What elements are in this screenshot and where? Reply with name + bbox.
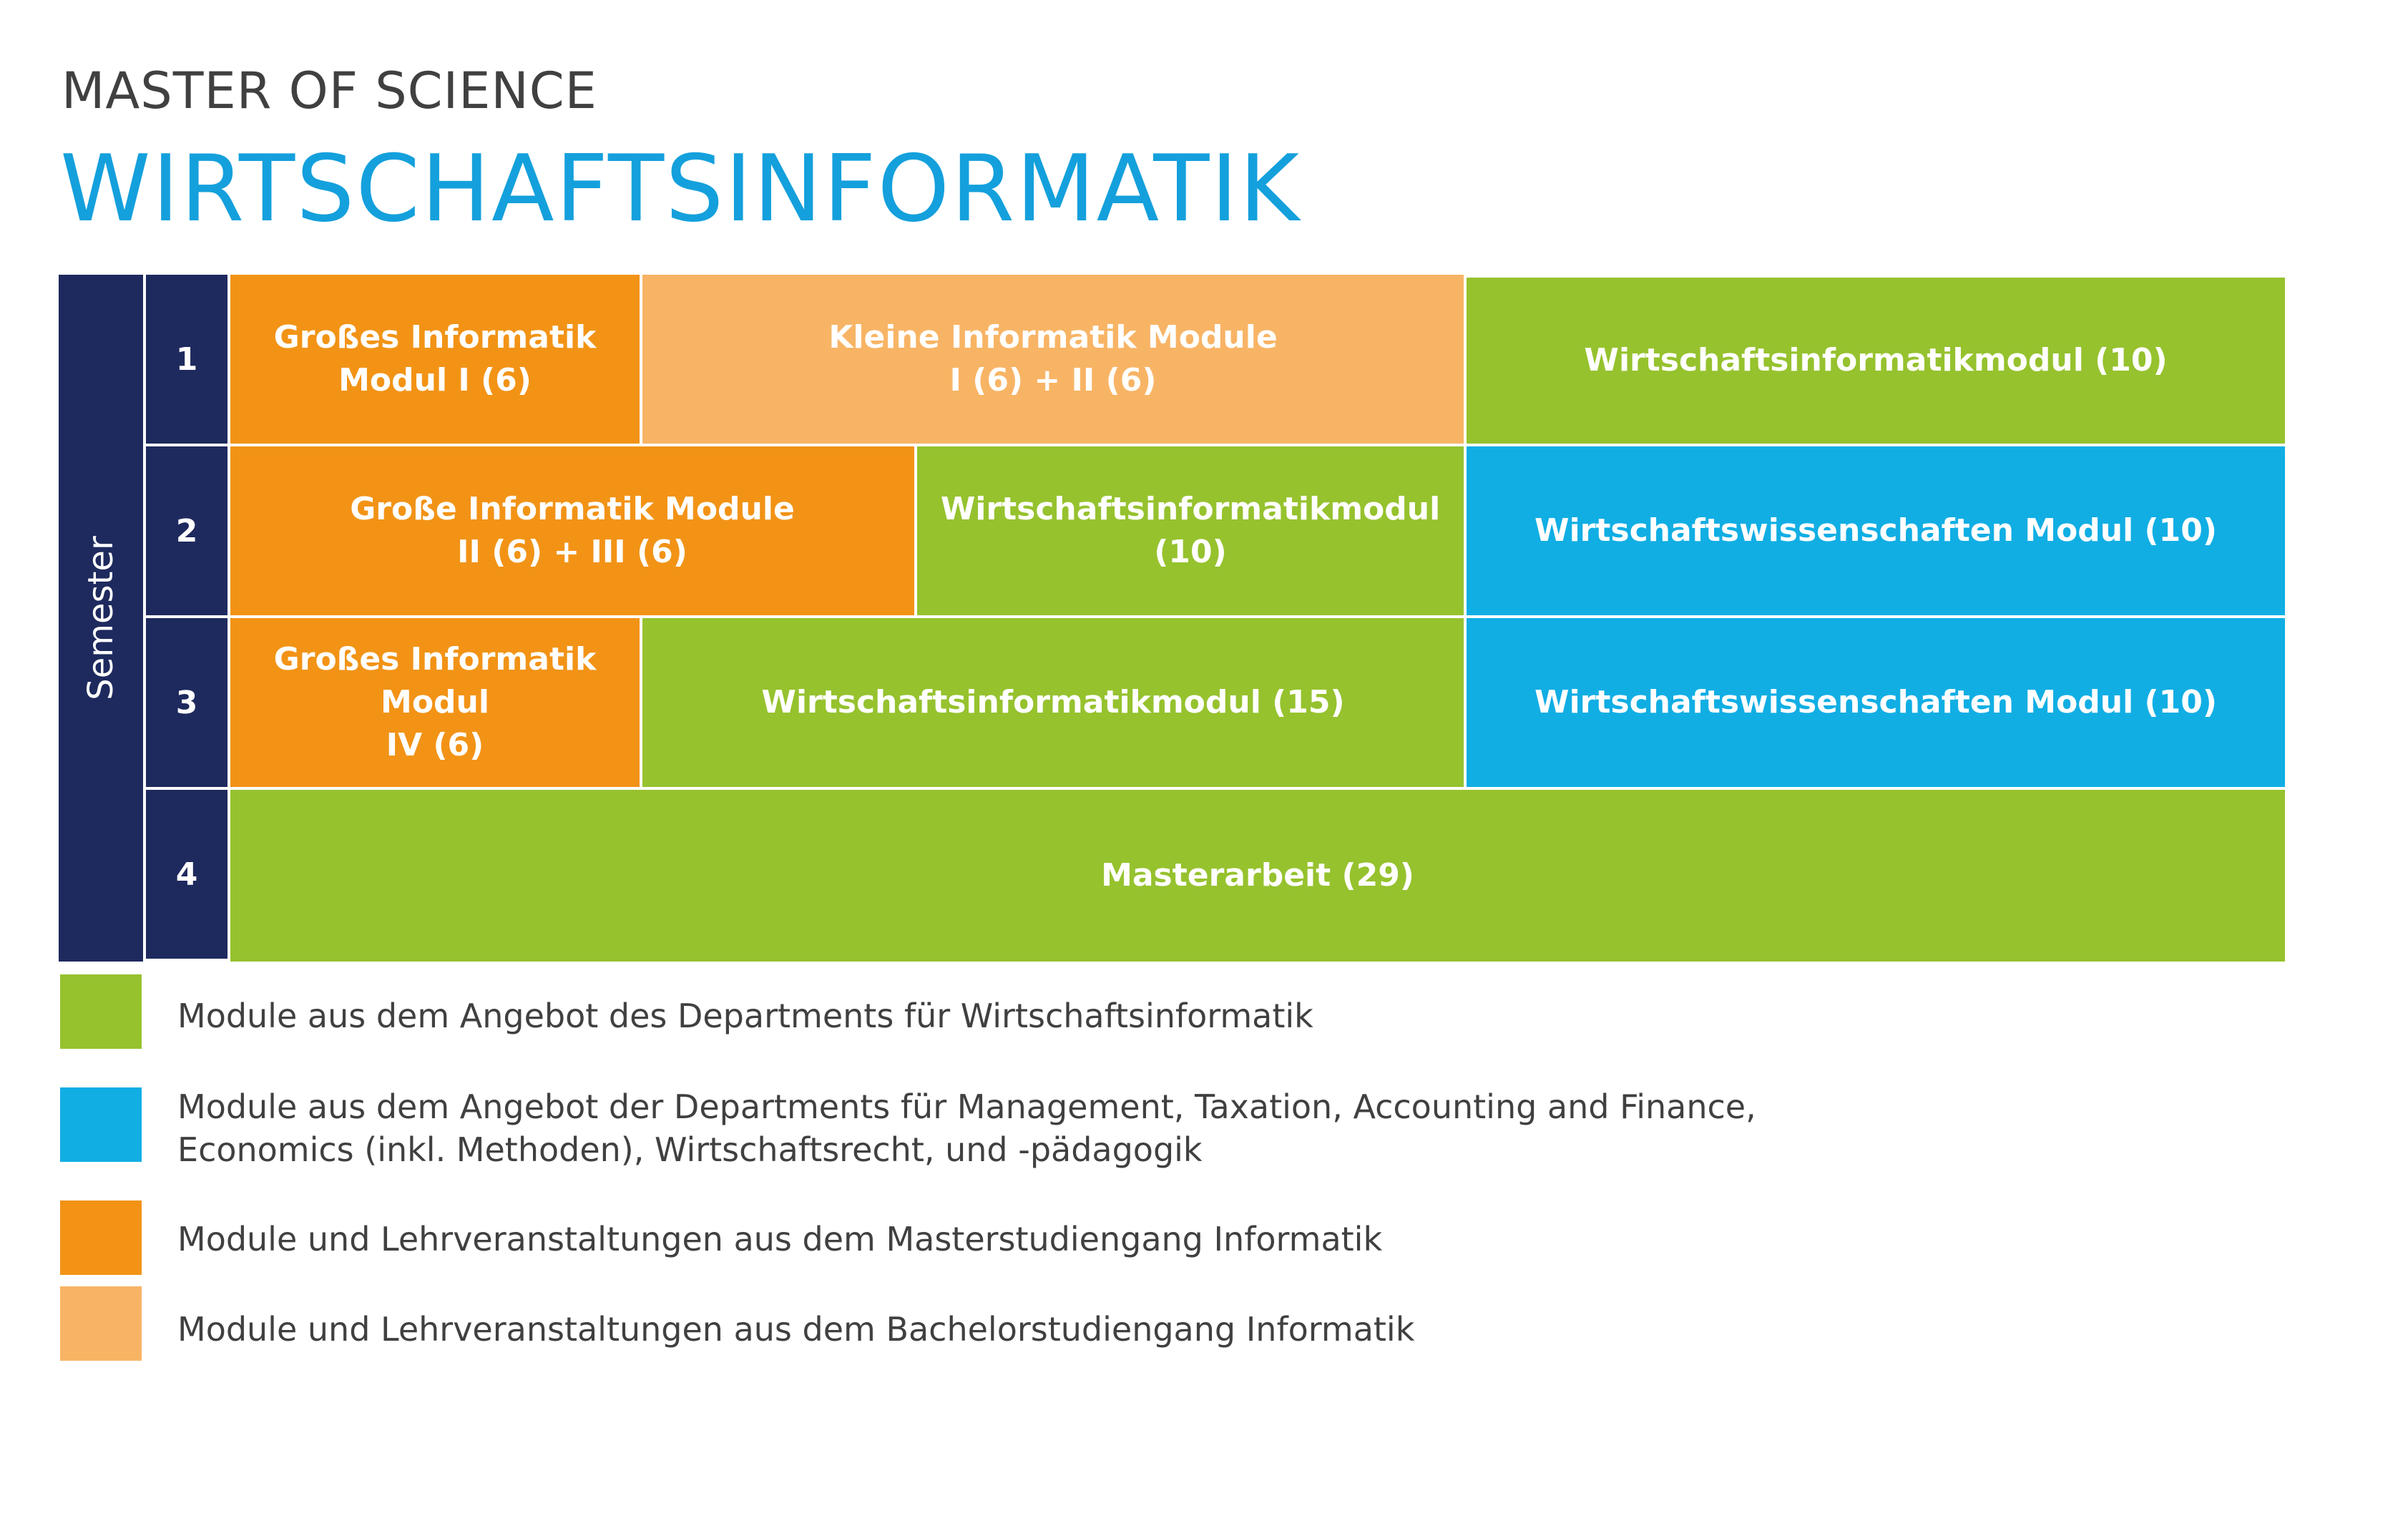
- module-cell-s2-wirtschaftsinformatikmodul: Wirtschaftsinformatikmodul (10): [917, 446, 1464, 615]
- legend-text-bachelor-informatik: Module und Lehrveranstaltungen aus dem Bachelorstudiengang Informatik: [177, 1310, 1415, 1349]
- module-cell-s3-grosses-informatik-modul-iv: Großes Informatik Modul IV (6): [230, 618, 640, 787]
- legend-text-wirtschaftsinformatik: Module aus dem Angebot des Departments für Wirtschaftsinformatik: [177, 997, 1313, 1035]
- semester-number-4: 4: [146, 790, 227, 959]
- semester-axis-label: Semester: [81, 536, 121, 700]
- page-title: WIRTSCHAFTSINFORMATIK: [60, 136, 1301, 243]
- module-cell-s1-grosses-informatik-modul-i: Großes Informatik Modul I (6): [230, 275, 640, 444]
- module-cell-s3-wirtschaftswissenschaften-modul: Wirtschaftswissenschaften Modul (10): [1467, 618, 2285, 787]
- legend-swatch-wirtschaftswissenschaften: [60, 1087, 142, 1162]
- legend-swatch-master-informatik: [60, 1200, 142, 1275]
- page-subtitle: MASTER OF SCIENCE: [62, 62, 597, 120]
- legend-swatch-wirtschaftsinformatik: [60, 974, 142, 1049]
- module-cell-s2-wirtschaftswissenschaften-modul: Wirtschaftswissenschaften Modul (10): [1467, 446, 2285, 615]
- semester-axis: [59, 275, 143, 962]
- module-cell-s4-masterarbeit: Masterarbeit (29): [230, 790, 2285, 962]
- module-cell-s1-kleine-informatik-module: Kleine Informatik Module I (6) + II (6): [642, 275, 1464, 444]
- module-cell-s3-wirtschaftsinformatikmodul: Wirtschaftsinformatikmodul (15): [642, 618, 1464, 787]
- legend-text-wirtschaftswissenschaften: Module aus dem Angebot der Departments für Management, Taxation, Accounting and Finance, Economics (inkl. Methoden), Wirtschaftsrecht, und -pädagogik: [177, 1087, 1756, 1169]
- legend-swatch-bachelor-informatik: [60, 1286, 142, 1361]
- module-cell-s2-grosse-informatik-module: Große Informatik Module II (6) + III (6): [230, 446, 914, 615]
- legend-text-master-informatik: Module und Lehrveranstaltungen aus dem Masterstudiengang Informatik: [177, 1220, 1383, 1258]
- semester-number-3: 3: [146, 618, 227, 787]
- semester-number-1: 1: [146, 275, 227, 444]
- semester-number-2: 2: [146, 446, 227, 615]
- module-cell-s1-wirtschaftsinformatikmodul: Wirtschaftsinformatikmodul (10): [1467, 278, 2285, 444]
